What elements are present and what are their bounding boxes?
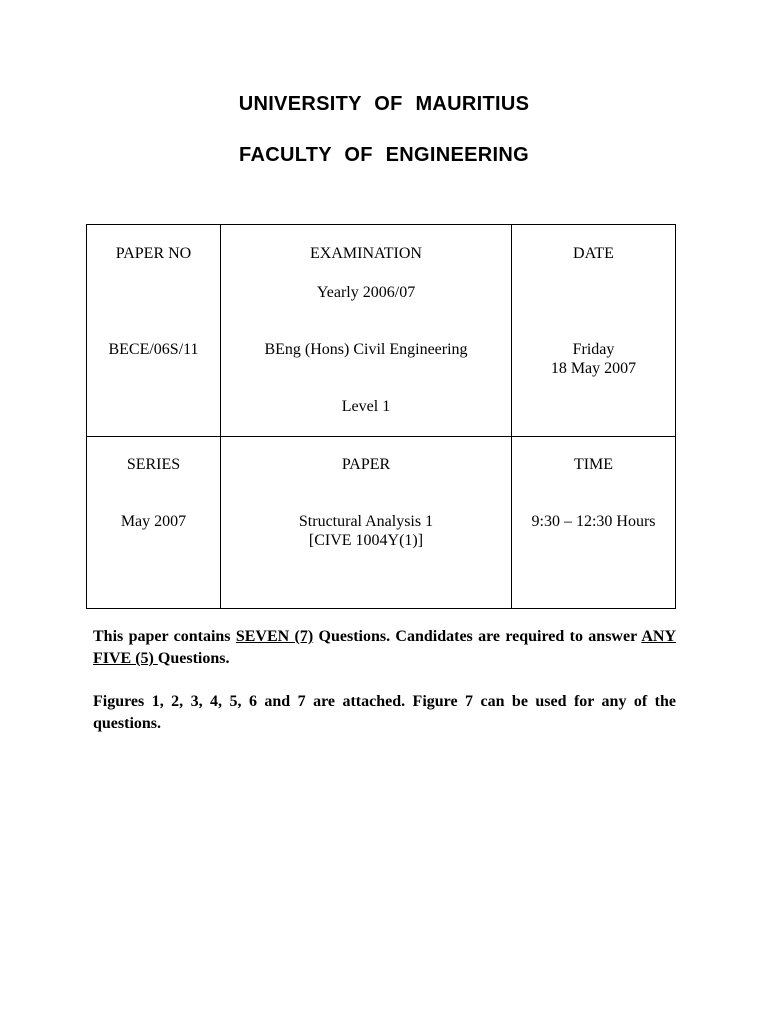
- paper-name: Structural Analysis 1: [298, 513, 434, 530]
- any-five-emphasis: ANY FIVE (5): [93, 628, 676, 667]
- paper-code: [CIVE 1004Y(1)]: [308, 532, 424, 549]
- exam-info-row-1: [87, 225, 676, 437]
- time-label: TIME: [573, 456, 614, 473]
- date-day: Friday: [572, 341, 615, 358]
- examination-level: Level 1: [341, 398, 391, 415]
- paper-no-cell: [87, 225, 221, 437]
- examination-session: Yearly 2006/07: [316, 284, 416, 301]
- paper-no-value: BECE/06S/11: [108, 341, 199, 358]
- series-value: May 2007: [120, 513, 187, 530]
- series-cell: [87, 437, 221, 609]
- instruction-text-3: Questions.: [157, 650, 230, 667]
- exam-info-table: [86, 224, 676, 609]
- date-value: 18 May 2007: [550, 360, 637, 377]
- examination-programme: BEng (Hons) Civil Engineering: [264, 341, 468, 358]
- exam-info-row-2: [87, 437, 676, 609]
- questions-instruction: [93, 626, 676, 670]
- seven-questions-emphasis: SEVEN (7): [235, 628, 314, 645]
- examination-label: EXAMINATION: [310, 245, 422, 262]
- time-cell: [512, 437, 676, 609]
- date-label: DATE: [573, 245, 614, 262]
- date-cell: [512, 225, 676, 437]
- examination-cell: [221, 225, 512, 437]
- figures-instruction: Figures 1, 2, 3, 4, 5, 6 and 7 are attached. Figure 7 can be used for any of the questions.: [93, 693, 676, 732]
- instruction-text-1: This paper contains: [93, 628, 236, 645]
- faculty-title: FACULTY OF ENGINEERING: [239, 144, 529, 166]
- university-title: UNIVERSITY OF MAURITIUS: [238, 93, 530, 115]
- paper-cell: [221, 437, 512, 609]
- time-value: 9:30 – 12:30 Hours: [531, 513, 656, 530]
- paper-no-label: PAPER NO: [115, 245, 192, 262]
- instruction-text-2: Questions. Candidates are required to answer: [313, 628, 642, 645]
- paper-label: PAPER: [341, 456, 391, 473]
- series-label: SERIES: [126, 456, 181, 473]
